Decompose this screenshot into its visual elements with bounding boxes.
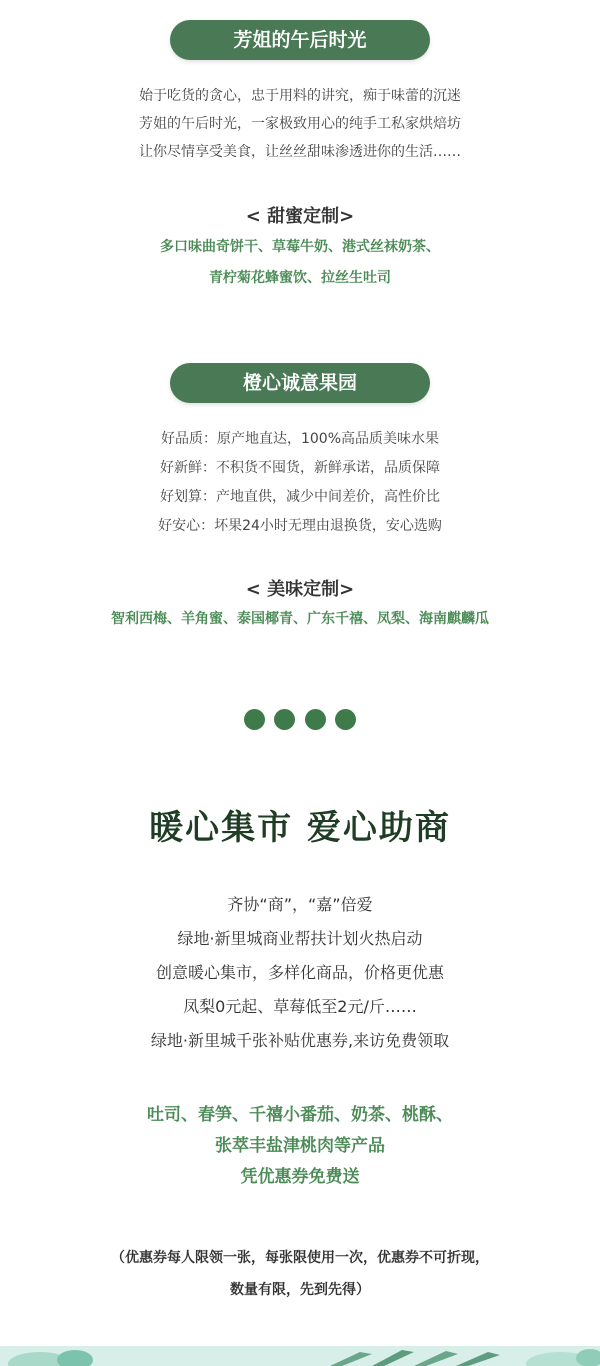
sweet-items: [0, 232, 600, 294]
dot: [274, 709, 295, 730]
tasty-custom-heading: < 美味定制>: [245, 579, 355, 600]
item-line: 青柠菊花蜂蜜饮、拉丝生吐司: [209, 270, 391, 286]
bakery-intro: [0, 82, 600, 166]
intro-line: 让你尽情享受美食，让丝丝甜味渗透进你的生活……: [139, 144, 461, 160]
market-line: 绿地·新里城千张补贴优惠券,来访免费领取: [150, 1031, 450, 1050]
dots-divider: [244, 709, 356, 731]
highlight-line: 张萃丰盐津桃肉等产品: [215, 1136, 385, 1156]
highlight-line: 吐司、春笋、千禧小番茄、奶茶、桃酥、: [147, 1105, 453, 1125]
dot: [305, 709, 326, 730]
notice-line: 数量有限，先到先得）: [230, 1282, 370, 1298]
item-line: 多口味曲奇饼干、草莓牛奶、港式丝袜奶茶、: [160, 239, 440, 255]
feature-line: 好安心：坏果24小时无理由退换货，安心选购: [158, 518, 442, 534]
notice-line: （优惠券每人限领一张，每张限使用一次，优惠券不可折现，: [111, 1250, 489, 1266]
intro-line: 芳姐的午后时光，一家极致用心的纯手工私家烘焙坊: [139, 116, 461, 132]
market-line: 绿地·新里城商业帮扶计划火热启动: [177, 929, 423, 948]
leaf-pattern-icon: [0, 1346, 600, 1366]
tasty-items: [0, 604, 600, 635]
footer-leaf-decoration: [0, 1346, 600, 1366]
dot: [335, 709, 356, 730]
feature-line: 好划算：产地直供，减少中间差价，高性价比: [160, 489, 440, 505]
item-line: 智利西梅、羊角蜜、泰国椰青、广东千禧、凤梨、海南麒麟瓜: [111, 611, 489, 627]
orchard-features: [0, 425, 600, 541]
section-title-bakery: 芳姐的午后时光: [170, 20, 430, 60]
market-highlight: [0, 1100, 600, 1193]
feature-line: 好新鲜：不积货不囤货，新鲜承诺，品质保障: [160, 460, 440, 476]
market-title: 暖心集市 爱心助商: [149, 808, 451, 848]
intro-line: 始于吃货的贪心，忠于用料的讲究，痴于味蕾的沉迷: [139, 88, 461, 104]
market-line: 凤梨0元起、草莓低至2元/斤……: [183, 997, 417, 1016]
market-description: [0, 888, 600, 1058]
highlight-line: 凭优惠券免费送: [240, 1167, 360, 1187]
sweet-custom-heading: < 甜蜜定制>: [245, 206, 355, 227]
dot: [244, 709, 265, 730]
coupon-notice: [0, 1242, 600, 1306]
market-line: 创意暖心集市，多样化商品，价格更优惠: [155, 963, 444, 982]
section-title-orchard: 橙心诚意果园: [170, 363, 430, 403]
market-line: 齐协“商”，“嘉”倍爱: [227, 895, 373, 914]
feature-line: 好品质：原产地直达，100%高品质美味水果: [160, 431, 440, 447]
